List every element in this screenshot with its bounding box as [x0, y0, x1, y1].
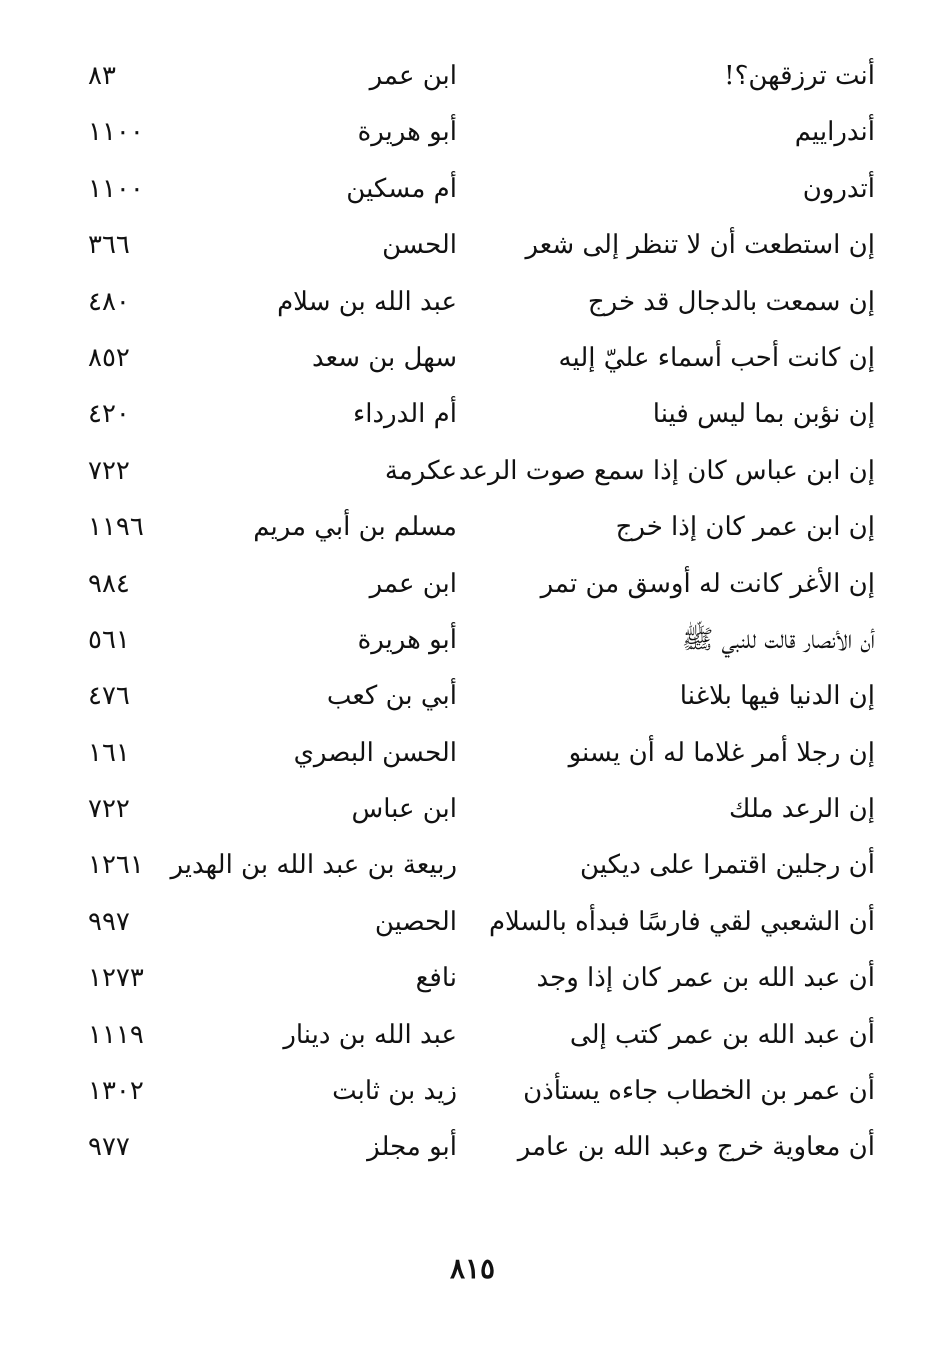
index-row: [80, 1121, 875, 1177]
narrator-name: ربيعة بن عبد الله بن الهدير: [170, 850, 457, 881]
index-row: [80, 445, 875, 501]
index-row: [80, 219, 875, 275]
page-reference: ٩٧٧: [88, 1132, 130, 1163]
narrator-name: الحسن: [382, 230, 457, 261]
index-row: [80, 727, 875, 783]
hadith-phrase: إن ابن عباس كان إذا سمع صوت الرعد: [458, 455, 875, 486]
index-row: [80, 614, 875, 670]
hadith-phrase: إن الدنيا فيها بلاغنا: [679, 681, 875, 712]
index-row: [80, 952, 875, 1008]
page-reference: ١١٩٦: [88, 512, 144, 543]
narrator-name: أبو مجلز: [367, 1132, 457, 1163]
page-reference: ٧٢٢: [88, 794, 130, 825]
page-reference: ٤٨٠: [88, 286, 130, 317]
index-row: [80, 558, 875, 614]
index-row: [80, 163, 875, 219]
hadith-phrase: إن الرعد ملك: [729, 794, 875, 825]
page-reference: ١١٠٠: [88, 173, 144, 204]
narrator-name: أم مسكين: [346, 173, 457, 204]
hadith-phrase: أن معاوية خرج وعبد الله بن عامر: [517, 1132, 875, 1163]
hadith-phrase: أنت ترزقهن؟!: [724, 61, 875, 91]
index-row: [80, 388, 875, 444]
page-reference: ١٢٦١: [88, 850, 144, 881]
page-reference: ٩٩٧: [88, 906, 130, 937]
page-reference: ٤٧٦: [88, 681, 130, 712]
hadith-phrase: إن نؤبن بما ليس فينا: [652, 399, 875, 430]
narrator-name: سهل بن سعد: [312, 342, 457, 373]
page-reference: ٨٣: [88, 61, 116, 91]
page-reference: ٧٢٢: [88, 455, 130, 486]
index-table: [80, 50, 875, 1178]
narrator-name: الحصين: [374, 906, 457, 937]
index-row: [80, 896, 875, 952]
narrator-name: أبو هريرة: [357, 117, 457, 148]
index-row: [80, 783, 875, 839]
index-row: [80, 670, 875, 726]
page-reference: ٥٦١: [88, 624, 130, 655]
page-reference: ٣٦٦: [88, 230, 130, 261]
narrator-name: عبد الله بن سلام: [277, 286, 457, 317]
hadith-phrase: أندراييم: [794, 117, 875, 148]
index-row: [80, 1009, 875, 1065]
narrator-name: الحسن البصري: [293, 737, 457, 768]
narrator-name: عكرمة: [384, 455, 457, 486]
narrator-name: مسلم بن أبي مريم: [253, 512, 457, 543]
narrator-name: ابن عباس: [351, 794, 457, 825]
hadith-phrase: إن سمعت بالدجال قد خرج: [587, 286, 875, 317]
index-row: [80, 50, 875, 106]
index-row: [80, 839, 875, 895]
page-reference: ١٣٠٢: [88, 1076, 144, 1107]
hadith-phrase: أن عمر بن الخطاب جاءه يستأذن: [523, 1076, 875, 1107]
index-row: [80, 501, 875, 557]
narrator-name: عبد الله بن دينار: [283, 1019, 457, 1050]
hadith-phrase: أن عبد الله بن عمر كان إذا وجد: [536, 963, 875, 994]
index-row: [80, 106, 875, 162]
hadith-phrase: أن الأنصار قالت للنبي ﷺ: [681, 624, 875, 655]
page-reference: ٩٨٤: [88, 568, 130, 599]
hadith-phrase: أن الشعبي لقي فارسًا فبدأه بالسلام: [488, 906, 875, 937]
narrator-name: ابن عمر: [369, 568, 457, 599]
index-row: [80, 332, 875, 388]
narrator-name: ابن عمر: [369, 61, 457, 91]
narrator-name: أبو هريرة: [357, 624, 457, 655]
hadith-phrase: إن استطعت أن لا تنظر إلى شعر: [525, 230, 875, 261]
narrator-name: أم الدرداء: [353, 399, 457, 430]
hadith-phrase: أن رجلين اقتمرا على ديكين: [580, 850, 875, 881]
hadith-phrase: إن ابن عمر كان إذا خرج: [615, 512, 875, 543]
page-reference: ١٢٧٣: [88, 963, 144, 994]
hadith-phrase: إن رجلا أمر غلاما له أن يسنو: [568, 737, 875, 768]
page-reference: ١٦١: [88, 737, 130, 768]
page-reference: ٤٢٠: [88, 399, 130, 430]
index-row: [80, 1065, 875, 1121]
narrator-name: نافع: [415, 963, 457, 994]
page-number: ٨١٥: [449, 1252, 496, 1285]
page-reference: ٨٥٢: [88, 342, 130, 373]
hadith-phrase: إن كانت أحب أسماء عليّ إليه: [558, 342, 875, 373]
page-reference: ١١١٩: [88, 1019, 144, 1050]
hadith-phrase: أن عبد الله بن عمر كتب إلى: [569, 1019, 875, 1050]
narrator-name: زيد بن ثابت: [332, 1076, 457, 1107]
index-row: [80, 276, 875, 332]
page-reference: ١١٠٠: [88, 117, 144, 148]
hadith-phrase: إن الأغر كانت له أوسق من تمر: [540, 568, 875, 599]
narrator-name: أبي بن كعب: [326, 681, 457, 712]
hadith-phrase: أتدرون: [802, 173, 875, 204]
